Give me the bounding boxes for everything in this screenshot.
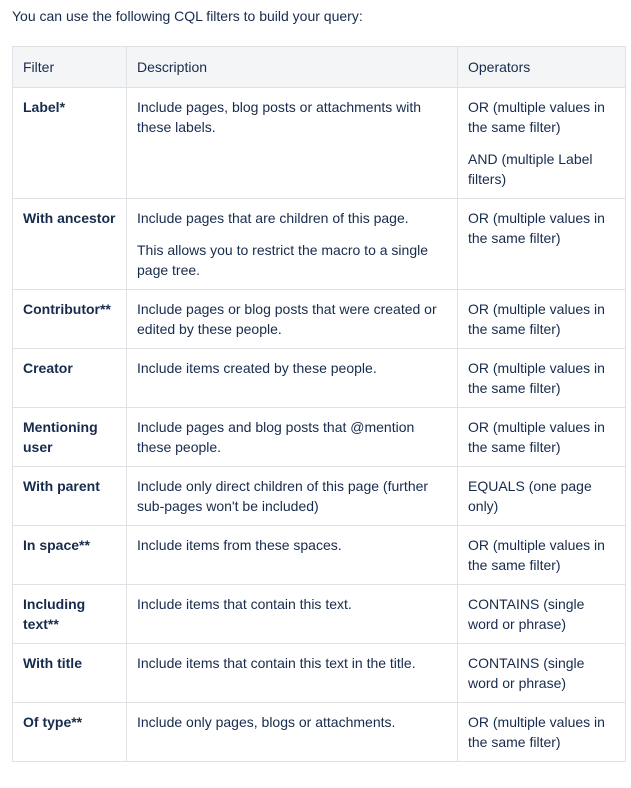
header-description: Description: [127, 47, 458, 88]
description-paragraph: Include items that contain this text.: [137, 596, 352, 612]
table-row: [13, 585, 626, 644]
description-cell: [127, 703, 458, 762]
filter-name-cell: Of type**: [13, 703, 127, 762]
description-cell: [127, 526, 458, 585]
filter-name-cell: With title: [13, 644, 127, 703]
operators-cell: [458, 644, 626, 703]
description-cell: [127, 199, 458, 290]
operators-cell: [458, 290, 626, 349]
operator-paragraph: OR (multiple values in the same filter): [468, 210, 605, 246]
operator-paragraph: EQUALS (one page only): [468, 478, 592, 514]
operators-cell: [458, 88, 626, 199]
filter-name-cell: With ancestor: [13, 199, 127, 290]
intro-text: You can use the following CQL filters to build your query:: [12, 8, 363, 24]
filter-name-cell: Label*: [13, 88, 127, 199]
description-paragraph: Include items that contain this text in the title.: [137, 655, 416, 671]
description-paragraph: Include pages and blog posts that @mention these people.: [137, 419, 415, 455]
operator-paragraph: OR (multiple values in the same filter): [468, 99, 605, 135]
operator-paragraph: OR (multiple values in the same filter): [468, 360, 605, 396]
description-cell: [127, 290, 458, 349]
description-paragraph: This allows you to restrict the macro to a single page tree.: [137, 242, 429, 278]
table-row: [13, 290, 626, 349]
operators-cell: [458, 526, 626, 585]
table-row: [13, 467, 626, 526]
description-paragraph: Include pages, blog posts or attachments with these labels.: [137, 99, 422, 135]
operators-cell: [458, 585, 626, 644]
description-paragraph: Include pages or blog posts that were created or edited by these people.: [137, 301, 437, 337]
table-row: [13, 703, 626, 762]
table-row: [13, 88, 626, 199]
operators-cell: [458, 408, 626, 467]
table-row: [13, 644, 626, 703]
table-row: [13, 349, 626, 408]
description-cell: [127, 585, 458, 644]
description-paragraph: Include only direct children of this page (further sub-pages won't be included): [137, 478, 429, 514]
description-cell: [127, 644, 458, 703]
description-cell: [127, 88, 458, 199]
description-cell: [127, 408, 458, 467]
operators-cell: [458, 703, 626, 762]
filter-name-cell: Mentioning user: [13, 408, 127, 467]
operator-paragraph: CONTAINS (single word or phrase): [468, 596, 585, 632]
table-header-row: [13, 47, 626, 88]
filter-name-cell: With parent: [13, 467, 127, 526]
operator-paragraph: CONTAINS (single word or phrase): [468, 655, 585, 691]
operator-paragraph: OR (multiple values in the same filter): [468, 419, 605, 455]
operators-cell: [458, 199, 626, 290]
cql-filters-table: [12, 46, 626, 762]
description-paragraph: Include pages that are children of this page.: [137, 210, 409, 226]
filter-name-cell: In space**: [13, 526, 127, 585]
filter-name-cell: Creator: [13, 349, 127, 408]
filter-name-cell: Contributor**: [13, 290, 127, 349]
description-cell: [127, 349, 458, 408]
header-operators: Operators: [458, 47, 626, 88]
table-row: [13, 199, 626, 290]
header-filter: Filter: [13, 47, 127, 88]
operators-cell: [458, 349, 626, 408]
operator-paragraph: OR (multiple values in the same filter): [468, 714, 605, 750]
description-cell: [127, 467, 458, 526]
table-row: [13, 408, 626, 467]
operator-paragraph: OR (multiple values in the same filter): [468, 301, 605, 337]
description-paragraph: Include items created by these people.: [137, 360, 377, 376]
operator-paragraph: AND (multiple Label filters): [468, 151, 593, 187]
description-paragraph: Include items from these spaces.: [137, 537, 342, 553]
operators-cell: [458, 467, 626, 526]
filter-name-cell: Including text**: [13, 585, 127, 644]
description-paragraph: Include only pages, blogs or attachments.: [137, 714, 396, 730]
table-body: [13, 88, 626, 762]
operator-paragraph: OR (multiple values in the same filter): [468, 537, 605, 573]
table-row: [13, 526, 626, 585]
